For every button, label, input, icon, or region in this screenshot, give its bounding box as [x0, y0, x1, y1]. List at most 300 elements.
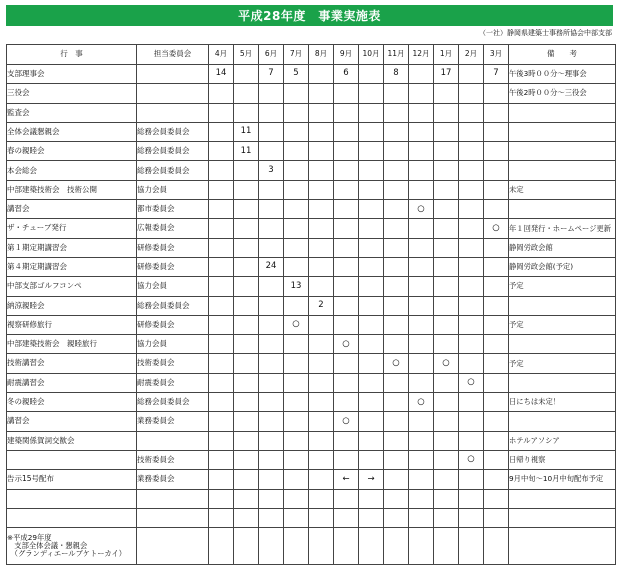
- month-cell: [459, 489, 484, 508]
- month-cell: →: [359, 470, 384, 489]
- month-cell: [209, 354, 234, 373]
- month-cell: [334, 296, 359, 315]
- month-cell: [434, 142, 459, 161]
- month-cell: [434, 103, 459, 122]
- month-cell: [284, 489, 309, 508]
- month-cell: [234, 238, 259, 257]
- notes-cell: 予定: [509, 315, 616, 334]
- event-cell: 全体会議懇親会: [7, 122, 137, 141]
- table-row: [7, 354, 616, 373]
- table-row: [7, 84, 616, 103]
- month-cell: [284, 103, 309, 122]
- month-cell: [459, 277, 484, 296]
- month-cell: 11: [234, 142, 259, 161]
- month-cell: [259, 238, 284, 257]
- month-cell: [359, 296, 384, 315]
- month-cell: [284, 122, 309, 141]
- month-cell: [234, 470, 259, 489]
- month-cell: [259, 84, 284, 103]
- month-cell: [209, 373, 234, 392]
- month-cell: [309, 122, 334, 141]
- event-cell: 視察研修旅行: [7, 315, 137, 334]
- month-cell: [384, 315, 409, 334]
- month-cell: [359, 315, 384, 334]
- month-cell: [209, 296, 234, 315]
- month-cell: [284, 470, 309, 489]
- month-cell: [234, 373, 259, 392]
- table-row: [7, 122, 616, 141]
- month-cell: [459, 238, 484, 257]
- committee-cell: 研修委員会: [137, 257, 209, 276]
- month-cell: [434, 315, 459, 334]
- month-cell: [209, 431, 234, 450]
- month-cell: [209, 142, 234, 161]
- table-row: [7, 489, 616, 508]
- table-cell: [384, 528, 409, 565]
- month-cell: [484, 238, 509, 257]
- month-cell: [359, 142, 384, 161]
- event-cell: 講習会: [7, 200, 137, 219]
- committee-cell: [137, 431, 209, 450]
- header-month: 10月: [359, 45, 384, 65]
- notes-cell: [509, 489, 616, 508]
- month-cell: [234, 180, 259, 199]
- committee-cell: 協力会員: [137, 335, 209, 354]
- event-cell: 建築関係賀詞交歓会: [7, 431, 137, 450]
- month-cell: [259, 373, 284, 392]
- month-cell: [484, 277, 509, 296]
- month-cell: [484, 470, 509, 489]
- month-cell: [209, 257, 234, 276]
- month-cell: [434, 431, 459, 450]
- month-cell: [284, 354, 309, 373]
- month-cell: [434, 122, 459, 141]
- header-month: 7月: [284, 45, 309, 65]
- month-cell: [234, 296, 259, 315]
- committee-cell: 耐震委員会: [137, 373, 209, 392]
- month-cell: [459, 200, 484, 219]
- month-cell: [209, 84, 234, 103]
- header-committee: 担当委員会: [137, 45, 209, 65]
- month-cell: [309, 393, 334, 412]
- month-cell: [284, 84, 309, 103]
- table-cell: [209, 528, 234, 565]
- month-cell: [459, 470, 484, 489]
- table-row: [7, 470, 616, 489]
- table-row: [7, 161, 616, 180]
- month-cell: 6: [334, 65, 359, 84]
- month-cell: [484, 161, 509, 180]
- month-cell: [209, 450, 234, 469]
- month-cell: [384, 238, 409, 257]
- month-cell: [484, 393, 509, 412]
- month-cell: [334, 393, 359, 412]
- month-cell: [309, 161, 334, 180]
- month-cell: 17: [434, 65, 459, 84]
- month-cell: [209, 508, 234, 527]
- table-row: [7, 393, 616, 412]
- month-cell: [359, 508, 384, 527]
- month-cell: [384, 296, 409, 315]
- committee-cell: 技術委員会: [137, 354, 209, 373]
- month-cell: [284, 335, 309, 354]
- month-cell: 7: [484, 65, 509, 84]
- committee-cell: 総務会員委員会: [137, 142, 209, 161]
- footer-note-line: ※平成29年度: [7, 533, 52, 543]
- month-cell: ○: [459, 450, 484, 469]
- month-cell: [234, 277, 259, 296]
- month-cell: [309, 84, 334, 103]
- event-cell: 告示15号配布: [7, 470, 137, 489]
- month-cell: [409, 450, 434, 469]
- month-cell: [409, 296, 434, 315]
- month-cell: [409, 238, 434, 257]
- month-cell: [334, 277, 359, 296]
- month-cell: [484, 335, 509, 354]
- table-cell: [359, 528, 384, 565]
- event-cell: 技術講習会: [7, 354, 137, 373]
- committee-cell: 都市委員会: [137, 200, 209, 219]
- month-cell: [234, 219, 259, 238]
- table-row: [7, 373, 616, 392]
- month-cell: [409, 65, 434, 84]
- month-cell: [359, 257, 384, 276]
- month-cell: [384, 393, 409, 412]
- month-cell: [259, 142, 284, 161]
- month-cell: [359, 161, 384, 180]
- committee-cell: 広報委員会: [137, 219, 209, 238]
- month-cell: [234, 450, 259, 469]
- header-month: 5月: [234, 45, 259, 65]
- notes-cell: 静岡労政会館(予定): [509, 257, 616, 276]
- month-cell: [309, 431, 334, 450]
- month-cell: [309, 373, 334, 392]
- month-cell: 7: [259, 65, 284, 84]
- month-cell: [259, 412, 284, 431]
- table-cell: [334, 528, 359, 565]
- month-cell: [309, 489, 334, 508]
- table-row: [7, 277, 616, 296]
- month-cell: [459, 508, 484, 527]
- month-cell: [284, 238, 309, 257]
- event-cell: 支部理事会: [7, 65, 137, 84]
- month-cell: [484, 103, 509, 122]
- month-cell: [384, 470, 409, 489]
- committee-cell: [137, 489, 209, 508]
- month-cell: [284, 412, 309, 431]
- month-cell: [409, 219, 434, 238]
- month-cell: [209, 103, 234, 122]
- notes-cell: [509, 103, 616, 122]
- month-cell: [259, 431, 284, 450]
- month-cell: [284, 508, 309, 527]
- notes-cell: 未定: [509, 180, 616, 199]
- month-cell: [359, 103, 384, 122]
- month-cell: [384, 489, 409, 508]
- month-cell: [234, 200, 259, 219]
- month-cell: [259, 489, 284, 508]
- month-cell: [209, 122, 234, 141]
- month-cell: [284, 431, 309, 450]
- committee-cell: 総務会員委員会: [137, 161, 209, 180]
- month-cell: [334, 103, 359, 122]
- committee-cell: 協力会員: [137, 277, 209, 296]
- month-cell: 5: [284, 65, 309, 84]
- month-cell: [259, 180, 284, 199]
- table-row: [7, 238, 616, 257]
- month-cell: [234, 161, 259, 180]
- month-cell: [384, 373, 409, 392]
- notes-cell: [509, 161, 616, 180]
- month-cell: [459, 84, 484, 103]
- notes-cell: 年１回発行・ホームページ更新: [509, 219, 616, 238]
- month-cell: [309, 200, 334, 219]
- committee-cell: 業務委員会: [137, 412, 209, 431]
- header-month: 4月: [209, 45, 234, 65]
- month-cell: [309, 103, 334, 122]
- committee-cell: 総務会員委員会: [137, 296, 209, 315]
- month-cell: [384, 508, 409, 527]
- month-cell: [459, 257, 484, 276]
- month-cell: ○: [434, 354, 459, 373]
- month-cell: [359, 393, 384, 412]
- notes-cell: [509, 142, 616, 161]
- month-cell: [259, 450, 284, 469]
- month-cell: [434, 450, 459, 469]
- month-cell: [434, 257, 459, 276]
- month-cell: [334, 257, 359, 276]
- committee-cell: 研修委員会: [137, 315, 209, 334]
- month-cell: [409, 277, 434, 296]
- event-cell: 耐震講習会: [7, 373, 137, 392]
- month-cell: [409, 470, 434, 489]
- header-month: 11月: [384, 45, 409, 65]
- committee-cell: 協力会員: [137, 180, 209, 199]
- table-cell: [484, 528, 509, 565]
- event-cell: 中部建築技術会 親睦旅行: [7, 335, 137, 354]
- month-cell: [234, 393, 259, 412]
- month-cell: [484, 257, 509, 276]
- event-cell: [7, 508, 137, 527]
- month-cell: [459, 412, 484, 431]
- month-cell: [234, 84, 259, 103]
- month-cell: [359, 65, 384, 84]
- event-cell: 中部支部ゴルフコンペ: [7, 277, 137, 296]
- month-cell: [259, 508, 284, 527]
- month-cell: [409, 508, 434, 527]
- month-cell: [484, 315, 509, 334]
- event-cell: 中部建築技術会 技術公開: [7, 180, 137, 199]
- month-cell: [259, 296, 284, 315]
- month-cell: [434, 180, 459, 199]
- notes-cell: [509, 508, 616, 527]
- month-cell: [434, 412, 459, 431]
- committee-cell: [137, 84, 209, 103]
- month-cell: [359, 489, 384, 508]
- month-cell: [284, 393, 309, 412]
- committee-cell: 業務委員会: [137, 470, 209, 489]
- month-cell: [334, 84, 359, 103]
- month-cell: [434, 161, 459, 180]
- table-cell: [137, 528, 209, 565]
- month-cell: [359, 122, 384, 141]
- committee-cell: [137, 103, 209, 122]
- month-cell: [259, 122, 284, 141]
- month-cell: [434, 84, 459, 103]
- notes-cell: 日帰り視察: [509, 450, 616, 469]
- schedule-table: [6, 44, 616, 565]
- table-cell: [259, 528, 284, 565]
- month-cell: [259, 103, 284, 122]
- month-cell: [284, 161, 309, 180]
- month-cell: [359, 450, 384, 469]
- month-cell: [384, 161, 409, 180]
- month-cell: [284, 296, 309, 315]
- month-cell: [234, 315, 259, 334]
- notes-cell: 午後2時００分～三役会: [509, 84, 616, 103]
- month-cell: [309, 238, 334, 257]
- month-cell: [459, 103, 484, 122]
- month-cell: [459, 122, 484, 141]
- committee-cell: [137, 508, 209, 527]
- event-cell: ザ・チューブ発行: [7, 219, 137, 238]
- month-cell: [309, 354, 334, 373]
- page-title: 平成28年度 事業実施表: [6, 5, 613, 26]
- month-cell: 14: [209, 65, 234, 84]
- month-cell: [334, 238, 359, 257]
- table-cell: [309, 528, 334, 565]
- month-cell: [359, 412, 384, 431]
- table-row: [7, 296, 616, 315]
- notes-cell: 9月中旬～10月中旬配布予定: [509, 470, 616, 489]
- month-cell: [309, 508, 334, 527]
- month-cell: [384, 450, 409, 469]
- month-cell: [234, 103, 259, 122]
- month-cell: [434, 200, 459, 219]
- month-cell: [334, 142, 359, 161]
- header-month: 8月: [309, 45, 334, 65]
- month-cell: [309, 65, 334, 84]
- month-cell: [409, 103, 434, 122]
- table-row: [7, 450, 616, 469]
- month-cell: [309, 315, 334, 334]
- month-cell: [409, 180, 434, 199]
- month-cell: [284, 200, 309, 219]
- month-cell: [209, 489, 234, 508]
- table-row: [7, 65, 616, 84]
- month-cell: [409, 412, 434, 431]
- month-cell: [484, 489, 509, 508]
- month-cell: [209, 277, 234, 296]
- month-cell: [209, 200, 234, 219]
- month-cell: [434, 219, 459, 238]
- month-cell: [459, 354, 484, 373]
- month-cell: [459, 393, 484, 412]
- month-cell: [284, 257, 309, 276]
- notes-cell: [509, 296, 616, 315]
- header-month: 2月: [459, 45, 484, 65]
- month-cell: [459, 335, 484, 354]
- month-cell: [459, 219, 484, 238]
- month-cell: [459, 161, 484, 180]
- month-cell: [359, 84, 384, 103]
- header-row: [7, 45, 616, 65]
- month-cell: [459, 142, 484, 161]
- month-cell: [259, 219, 284, 238]
- month-cell: ○: [284, 315, 309, 334]
- month-cell: [334, 315, 359, 334]
- month-cell: [484, 431, 509, 450]
- month-cell: [434, 393, 459, 412]
- committee-cell: 技術委員会: [137, 450, 209, 469]
- notes-cell: [509, 335, 616, 354]
- month-cell: [234, 354, 259, 373]
- month-cell: [409, 373, 434, 392]
- month-cell: [434, 373, 459, 392]
- month-cell: [384, 219, 409, 238]
- table-row: [7, 412, 616, 431]
- month-cell: [384, 122, 409, 141]
- month-cell: [434, 296, 459, 315]
- month-cell: [384, 103, 409, 122]
- notes-cell: 日にちは未定！: [509, 393, 616, 412]
- table-row: [7, 103, 616, 122]
- organization-label: （一社）静岡県建築士事務所協会中部支部: [479, 29, 612, 37]
- month-cell: [209, 180, 234, 199]
- month-cell: 3: [259, 161, 284, 180]
- month-cell: [334, 354, 359, 373]
- month-cell: [459, 431, 484, 450]
- month-cell: [309, 142, 334, 161]
- footer-row: [7, 528, 616, 565]
- header-month: 12月: [409, 45, 434, 65]
- month-cell: ←: [334, 470, 359, 489]
- month-cell: ○: [484, 219, 509, 238]
- month-cell: [259, 200, 284, 219]
- month-cell: [459, 296, 484, 315]
- month-cell: [484, 200, 509, 219]
- month-cell: [334, 180, 359, 199]
- month-cell: [484, 373, 509, 392]
- table-row: [7, 219, 616, 238]
- month-cell: [284, 180, 309, 199]
- event-cell: 第１期定期講習会: [7, 238, 137, 257]
- month-cell: [409, 257, 434, 276]
- month-cell: [284, 450, 309, 469]
- event-cell: 監査会: [7, 103, 137, 122]
- month-cell: [384, 431, 409, 450]
- committee-cell: 総務会員委員会: [137, 122, 209, 141]
- table-row: [7, 431, 616, 450]
- table-row: [7, 142, 616, 161]
- committee-cell: 総務会員委員会: [137, 393, 209, 412]
- month-cell: [484, 84, 509, 103]
- month-cell: [484, 508, 509, 527]
- month-cell: [209, 335, 234, 354]
- month-cell: ○: [459, 373, 484, 392]
- month-cell: [234, 65, 259, 84]
- table-row: [7, 315, 616, 334]
- month-cell: [384, 277, 409, 296]
- month-cell: [359, 180, 384, 199]
- month-cell: [384, 257, 409, 276]
- month-cell: [234, 431, 259, 450]
- table-row: [7, 257, 616, 276]
- month-cell: [234, 508, 259, 527]
- month-cell: [359, 354, 384, 373]
- month-cell: [459, 180, 484, 199]
- month-cell: [484, 122, 509, 141]
